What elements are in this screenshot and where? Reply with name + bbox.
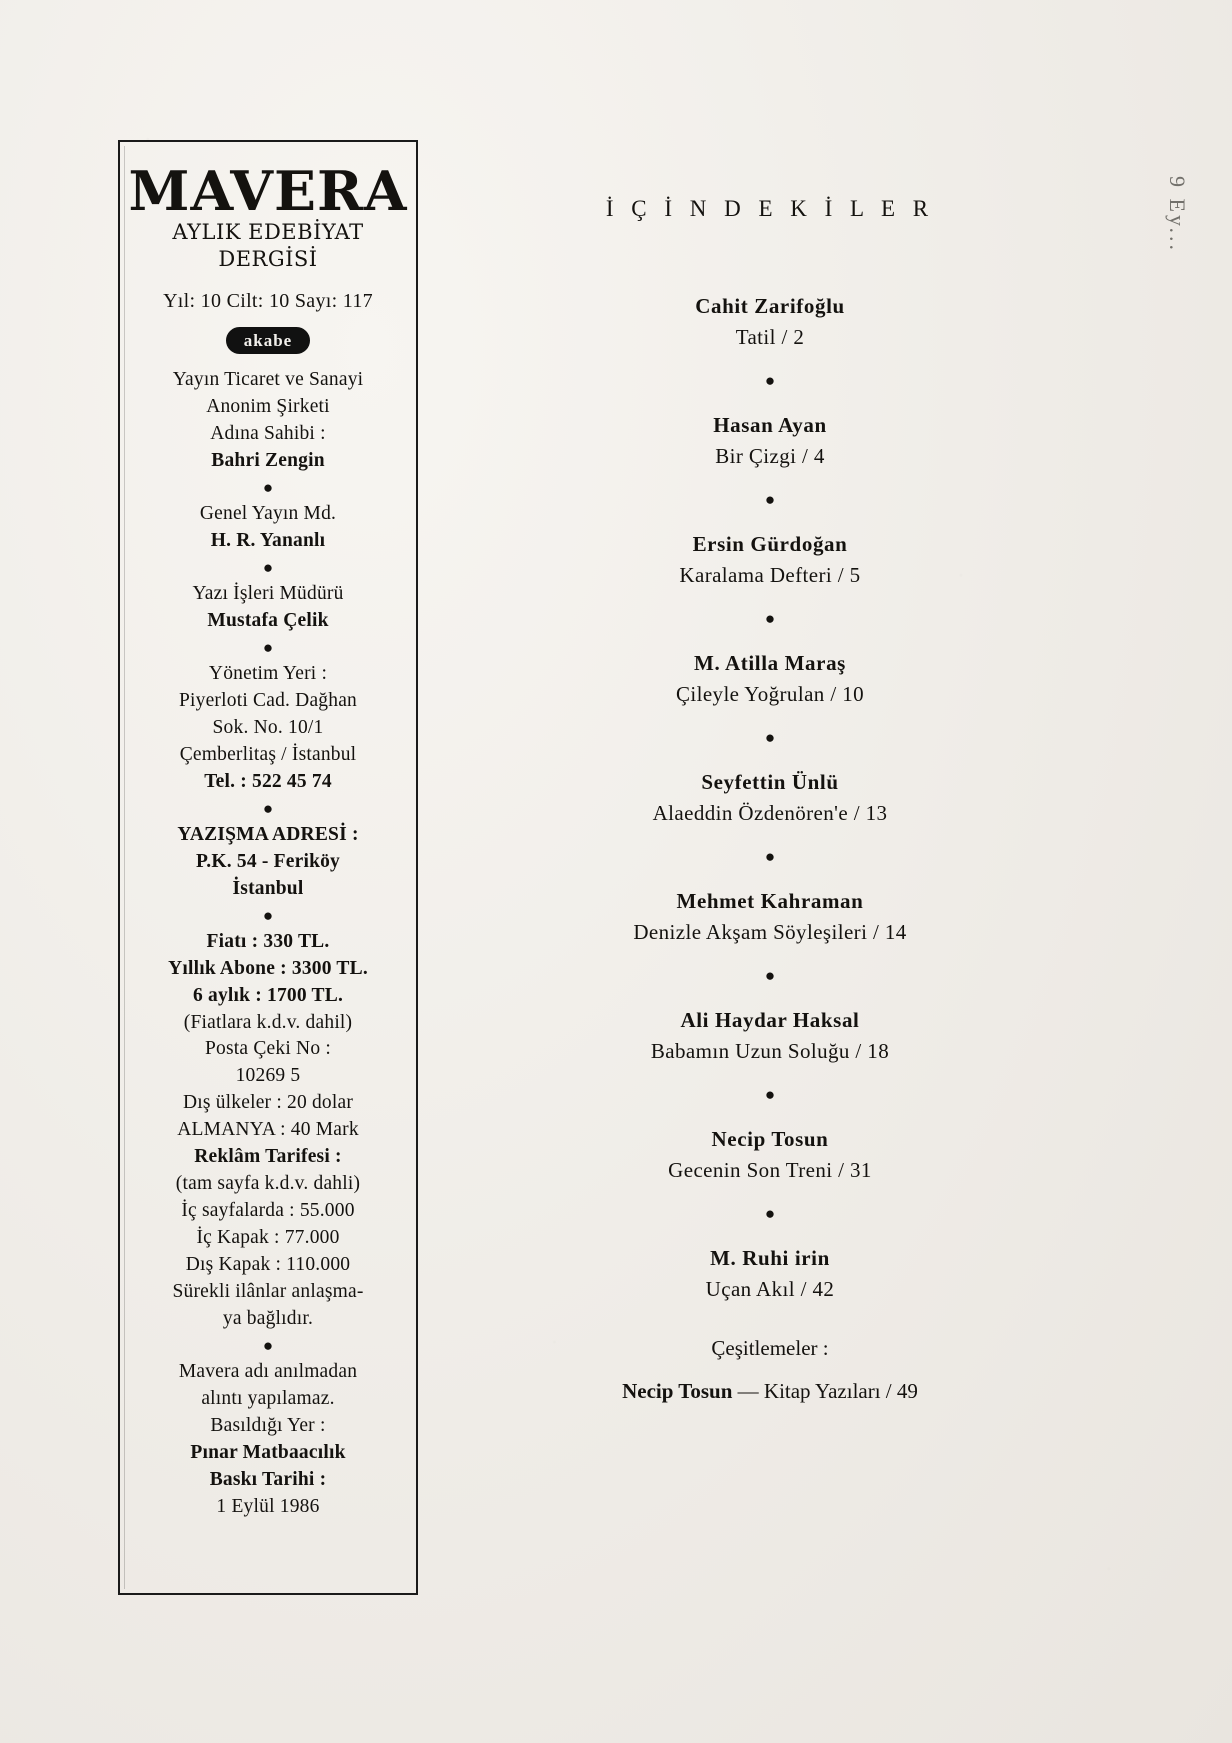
- managing-editor-role: Yazı İşleri Müdürü: [192, 583, 344, 605]
- editor-role: Genel Yayın Md.: [199, 503, 337, 525]
- publisher-badge: akabe: [226, 327, 310, 355]
- miscellany-author: Necip Tosun: [622, 1379, 733, 1403]
- magazine-subtitle: AYLIK EDEBİYAT DERGİSİ: [172, 220, 364, 272]
- magazine-masthead: MAVERA: [128, 159, 408, 223]
- ads-continuous-line-1: Sürekli ilânlar anlaşma-: [172, 1281, 364, 1303]
- toc-entry: [470, 1127, 1070, 1183]
- colophon-box: [118, 140, 418, 1595]
- price-line: Fiatı : 330 TL.: [206, 930, 330, 952]
- subscription-year: Yıllık Abone : 3300 TL.: [168, 957, 368, 979]
- toc-entry-title: Karalama Defteri / 5: [679, 563, 861, 587]
- toc-entry-title: Gecenin Son Treni / 31: [668, 1158, 872, 1182]
- toc-entry-title: Çileyle Yoğrulan / 10: [675, 682, 865, 706]
- toc-entry-title: Denizle Akşam Söyleşileri / 14: [633, 920, 907, 944]
- address-line-2: Sok. No. 10/1: [212, 716, 324, 738]
- printer-name: Pınar Matbaacılık: [190, 1441, 346, 1463]
- toc-entry-title: Babamın Uzun Soluğu / 18: [650, 1039, 890, 1063]
- mail-address-line-2: İstanbul: [232, 877, 304, 899]
- vat-note: (Fiatlara k.d.v. dahil): [183, 1011, 353, 1033]
- toc-entry-title: Alaeddin Özdenören'e / 13: [652, 801, 888, 825]
- toc-entry: [470, 1246, 1070, 1302]
- germany-price: ALMANYA : 40 Mark: [177, 1119, 359, 1141]
- toc-entry-author: Hasan Ayan: [713, 413, 827, 437]
- subscription-half-year: 6 aylık : 1700 TL.: [192, 984, 344, 1006]
- miscellany-heading: Çeşitlemeler :: [711, 1336, 829, 1360]
- ads-outer-cover: Dış Kapak : 110.000: [185, 1254, 351, 1276]
- entry-separator-dot: [470, 967, 1070, 984]
- miscellany-dash: —: [737, 1379, 759, 1403]
- postal-account-number: 10269 5: [235, 1065, 301, 1087]
- editor-name: H. R. Yananlı: [210, 530, 326, 552]
- toc-entry-author: Ali Haydar Haksal: [680, 1008, 860, 1032]
- toc-entry: [470, 1008, 1070, 1064]
- abroad-price: Dış ülkeler : 20 dolar: [182, 1092, 354, 1114]
- table-of-contents: [470, 196, 1070, 1404]
- toc-entry-title: Uçan Akıl / 42: [705, 1277, 835, 1301]
- toc-entry-author: Ersin Gürdoğan: [692, 532, 848, 556]
- margin-handwriting: 9 Ey...: [1165, 176, 1190, 254]
- address-line-3: Çemberlitaş / İstanbul: [179, 743, 357, 765]
- toc-entry: [470, 889, 1070, 945]
- printer-label: Basıldığı Yer :: [210, 1414, 326, 1436]
- ads-note: (tam sayfa k.d.v. dahli): [175, 1173, 361, 1195]
- miscellany-entry: [470, 1379, 1070, 1404]
- separator-dot: [130, 639, 406, 656]
- phone-line: Tel. : 522 45 74: [204, 770, 332, 792]
- ads-inner-cover: İç Kapak : 77.000: [196, 1227, 340, 1249]
- separator-dot: [130, 907, 406, 924]
- managing-editor-name: Mustafa Çelik: [207, 610, 329, 632]
- toc-entry: [470, 651, 1070, 707]
- entry-separator-dot: [470, 610, 1070, 627]
- mail-address-label: YAZIŞMA ADRESİ :: [177, 823, 359, 845]
- quote-notice-line-2: alıntı yapılamaz.: [201, 1387, 335, 1409]
- entry-separator-dot: [470, 729, 1070, 746]
- postal-account-label: Posta Çeki No :: [205, 1038, 331, 1060]
- publisher-line-3: Adına Sahibi :: [210, 423, 326, 445]
- address-label: Yönetim Yeri :: [208, 663, 328, 685]
- mail-address-line-1: P.K. 54 - Feriköy: [195, 850, 341, 872]
- miscellany-title: Kitap Yazıları / 49: [763, 1379, 918, 1403]
- toc-entry: [470, 532, 1070, 588]
- contents-title: İ Ç İ N D E K İ L E R: [605, 196, 935, 221]
- entry-separator-dot: [470, 491, 1070, 508]
- toc-entry-title: Tatil / 2: [735, 325, 805, 349]
- separator-dot: [130, 479, 406, 496]
- entry-separator-dot: [470, 848, 1070, 865]
- toc-entry-author: Mehmet Kahraman: [676, 889, 864, 913]
- ads-inner-pages: İç sayfalarda : 55.000: [181, 1200, 355, 1222]
- publisher-line-2: Anonim Şirketi: [206, 396, 330, 418]
- toc-entry-author: M. Atilla Maraş: [694, 651, 846, 675]
- toc-entry: [470, 294, 1070, 350]
- toc-entry-title: Bir Çizgi / 4: [715, 444, 825, 468]
- toc-entry-author: Necip Tosun: [711, 1127, 829, 1151]
- entry-separator-dot: [470, 1205, 1070, 1222]
- toc-entry-author: M. Ruhi irin: [710, 1246, 830, 1270]
- print-date: 1 Eylül 1986: [216, 1495, 320, 1517]
- owner-name: Bahri Zengin: [211, 450, 325, 472]
- toc-entry-author: Seyfettin Ünlü: [701, 770, 839, 794]
- entry-separator-dot: [470, 372, 1070, 389]
- separator-dot: [130, 800, 406, 817]
- issue-line: Yıl: 10 Cilt: 10 Sayı: 117: [163, 290, 373, 313]
- toc-entry: [470, 413, 1070, 469]
- separator-dot: [130, 1337, 406, 1354]
- ads-continuous-line-2: ya bağlıdır.: [222, 1307, 314, 1329]
- ads-label: Reklâm Tarifesi :: [194, 1146, 342, 1168]
- toc-entry-author: Cahit Zarifoğlu: [695, 294, 845, 318]
- address-line-1: Piyerloti Cad. Dağhan: [178, 689, 358, 711]
- quote-notice-line-1: Mavera adı anılmadan: [178, 1360, 358, 1382]
- toc-entry: [470, 770, 1070, 826]
- publisher-line-1: Yayın Ticaret ve Sanayi: [172, 369, 364, 391]
- entry-separator-dot: [470, 1086, 1070, 1103]
- print-date-label: Baskı Tarihi :: [209, 1468, 327, 1490]
- separator-dot: [130, 559, 406, 576]
